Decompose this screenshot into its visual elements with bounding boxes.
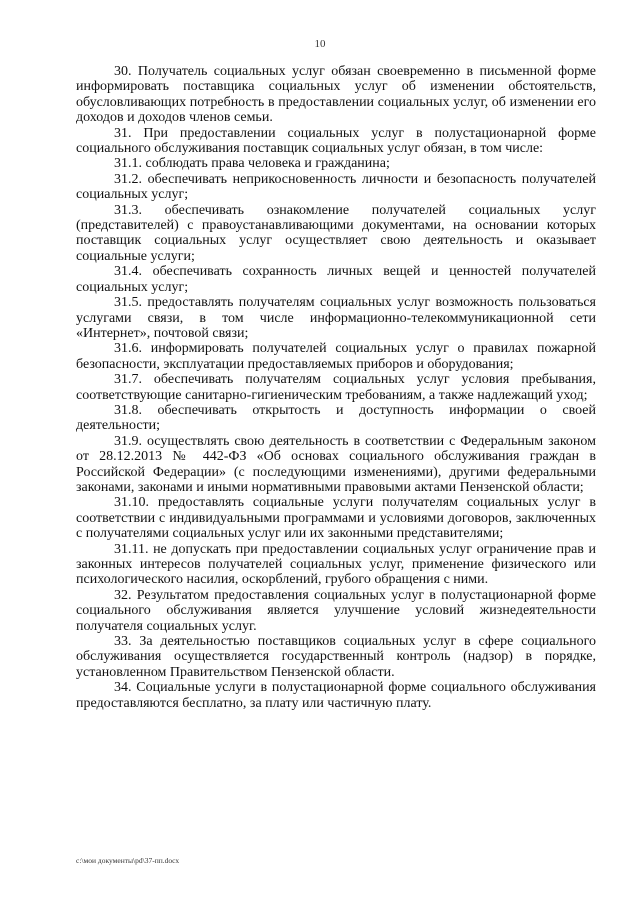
file-path-footer: c:\мои документы\pd\37-пп.docx: [76, 856, 180, 865]
paragraph-31-10: 31.10. предоставлять социальные услуги получателям социальных услуг в соответствии с индивидуальными программами и условиями договоров, заключенных с получателями социальных услуг или их законными представителями;: [76, 495, 596, 542]
paragraph-31: 31. При предоставлении социальных услуг в полустационарной форме социального обслуживания поставщик социальных услуг обязан, в том числе:: [76, 125, 596, 157]
paragraph-31-6: 31.6. информировать получателей социальных услуг о правилах пожарной безопасности, эксплуатации предоставляемых приборов и оборудования;: [76, 341, 596, 372]
paragraph-34: 34. Социальные услуги в полустационарной форме социального обслуживания предоставляются бесплатно, за плату или частичную плату.: [76, 680, 596, 711]
paragraph-31-7: 31.7. обеспечивать получателям социальных услуг условия пребывания, соответствующие санитарно-гигиеническим требованиям, а также надлежащий уход;: [76, 372, 596, 403]
paragraph-30: 30. Получатель социальных услуг обязан своевременно в письменной форме информировать поставщика социальных услуг об изменении обстоятельств, обусловливающих потребность в предоставлении социальных услуг, об изменении его доходов и доходов членов семьи.: [76, 64, 596, 126]
paragraph-31-8: 31.8. обеспечивать открытость и доступность информации о своей деятельности;: [76, 402, 596, 434]
paragraph-33: 33. За деятельностью поставщиков социальных услуг в сфере социального обслуживания осуществляется государственный контроль (надзор) в порядке, установленном Правительством Пензенской области.: [76, 634, 596, 680]
paragraph-31-3: 31.3. обеспечивать ознакомление получателей социальных услуг (представителей) с правоустанавливающими документами, на основании которых поставщик социальных услуг осуществляет свою деятельность и оказывает социальные услуги;: [76, 202, 596, 264]
paragraph-31-1: 31.1. соблюдать права человека и гражданина;: [114, 156, 390, 172]
page-number: 10: [314, 38, 326, 50]
paragraph-32: 32. Результатом предоставления социальных услуг в полустационарной форме социального обслуживания является улучшение условий жизнедеятельности получателя социальных услуг.: [76, 587, 596, 634]
paragraph-31-5: 31.5. предоставлять получателям социальных услуг возможность пользоваться услугами связи, в том числе информационно-телекоммуникационной сети «Интернет», почтовой связи;: [76, 295, 596, 341]
paragraph-31-9: 31.9. осуществлять свою деятельность в соответствии с Федеральным законом от 28.12.2013 № 442-ФЗ «Об основах социального обслуживания граждан в Российской Федерации» (с последующими изменениями), другими федеральными законами, законами и иными нормативными правовыми актами Пензенской области;: [76, 433, 596, 495]
document-body: [76, 64, 596, 711]
paragraph-31-4: 31.4. обеспечивать сохранность личных вещей и ценностей получателей социальных услуг;: [76, 264, 596, 295]
paragraph-31-2: 31.2. обеспечивать неприкосновенность личности и безопасность получателей социальных услуг;: [76, 171, 596, 203]
paragraph-31-11: 31.11. не допускать при предоставлении социальных услуг ограничение прав и законных интересов получателей социальных услуг, применение физического или психологического насилия, оскорблений, грубого обращения с ними.: [76, 541, 596, 588]
